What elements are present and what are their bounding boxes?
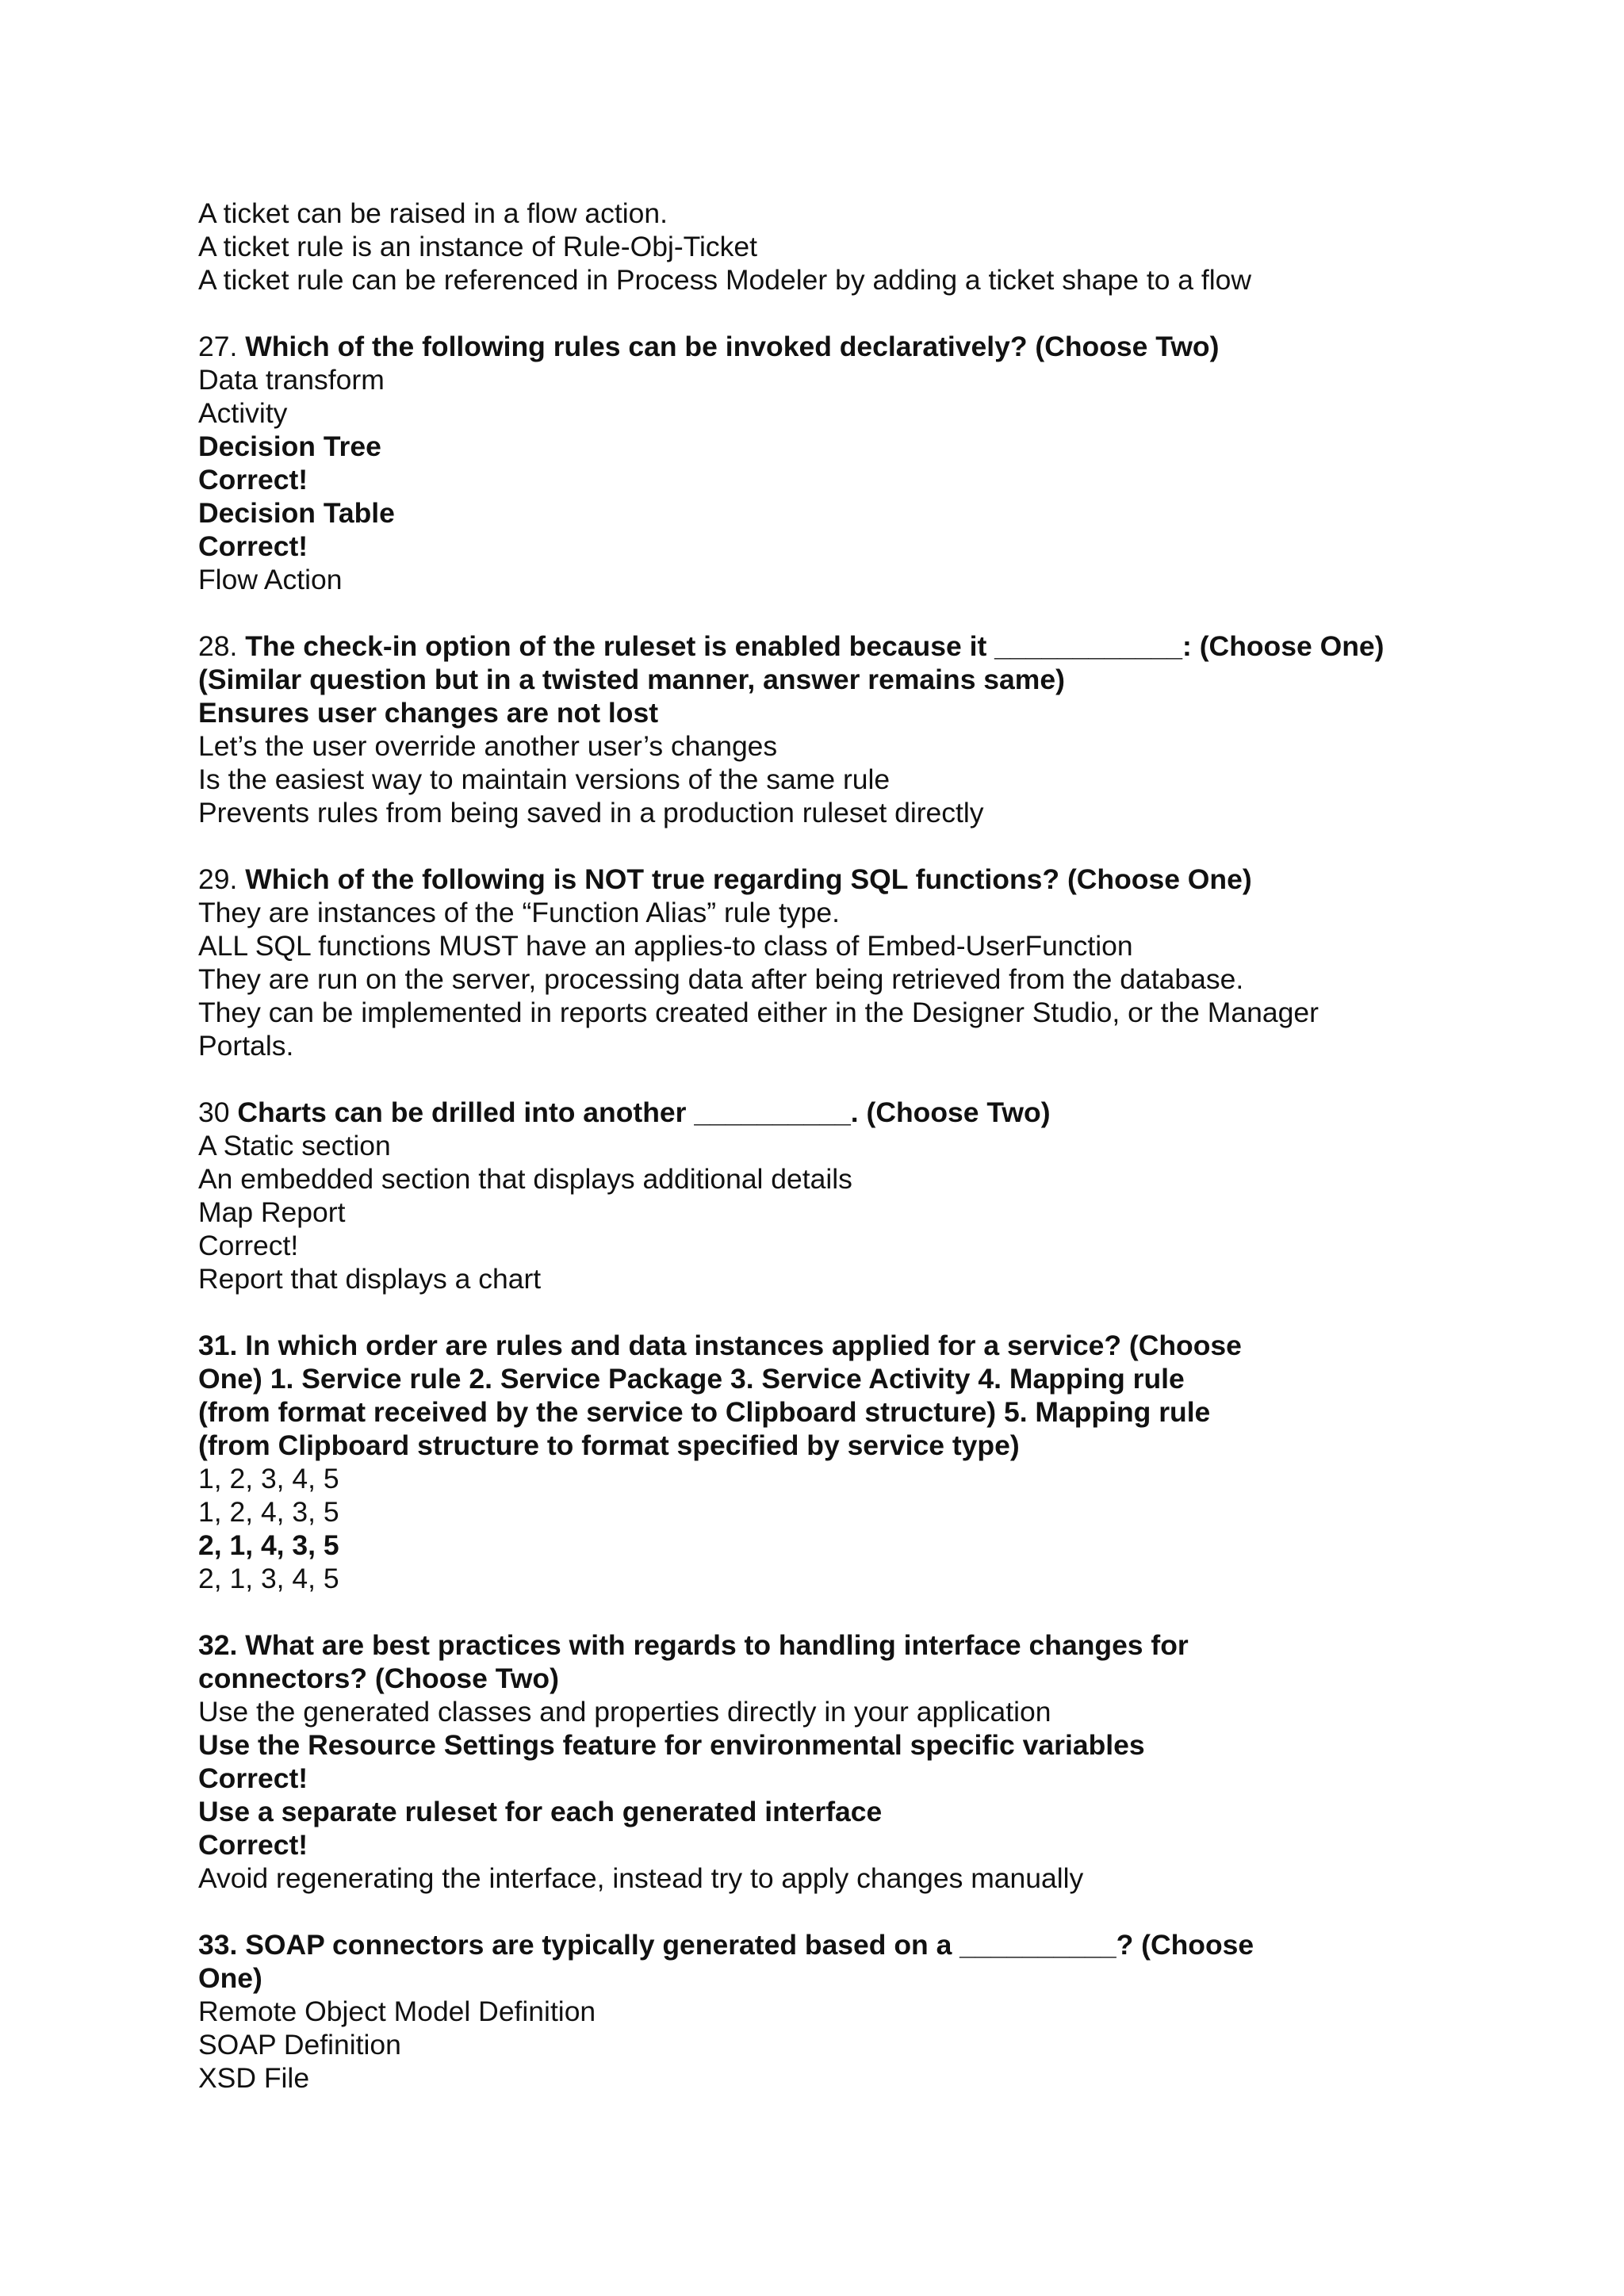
question-number: 29. (198, 863, 238, 895)
question-subtext: (Similar question but in a twisted manner, answer remains same) (198, 664, 1065, 695)
intro-line: A ticket can be raised in a flow action. (198, 197, 668, 229)
question-title-line: (from format received by the service to Clipboard structure) 5. Mapping rule (198, 1396, 1211, 1428)
question-title (198, 1096, 1435, 1129)
option: ALL SQL functions MUST have an applies-to class of Embed-UserFunction (198, 930, 1133, 962)
option: Activity (198, 397, 288, 429)
document-page (198, 197, 1435, 2128)
question-title (198, 330, 1435, 363)
question-title-line: 31. In which order are rules and data instances applied for a service? (Choose (198, 1330, 1242, 1361)
option: Use the generated classes and properties directly in your application (198, 1696, 1051, 1728)
question-title-line: 33. SOAP connectors are typically generated based on a __________? (Choose (198, 1929, 1254, 1961)
question-number: 28. (198, 630, 238, 662)
intro-line: A ticket rule can be referenced in Process Modeler by adding a ticket shape to a flow (198, 264, 1252, 296)
option: Prevents rules from being saved in a production ruleset directly (198, 797, 984, 828)
intro-line: A ticket rule is an instance of Rule-Obj-Ticket (198, 231, 758, 262)
question-text: Which of the following is NOT true regarding SQL functions? (Choose One) (245, 863, 1252, 895)
question-27 (198, 330, 1435, 596)
question-title-line: (from Clipboard structure to format specified by service type) (198, 1429, 1020, 1461)
question-31 (198, 1329, 1435, 1595)
option: They are instances of the “Function Alias” rule type. (198, 897, 841, 928)
option: Map Report (198, 1196, 346, 1228)
option: 1, 2, 4, 3, 5 (198, 1496, 339, 1528)
option-correct: 2, 1, 4, 3, 5 (198, 1529, 339, 1561)
option: Avoid regenerating the interface, instead try to apply changes manually (198, 1862, 1084, 1894)
option: 1, 2, 3, 4, 5 (198, 1463, 339, 1494)
correct-marker: Correct! (198, 1230, 299, 1261)
question-33 (198, 1928, 1435, 2095)
question-title-line: 32. What are best practices with regards to handling interface changes for (198, 1629, 1189, 1661)
option: Is the easiest way to maintain versions of the same rule (198, 763, 891, 795)
option: Remote Object Model Definition (198, 1996, 596, 2027)
option: SOAP Definition (198, 2029, 401, 2061)
option: Let’s the user override another user’s changes (198, 730, 778, 762)
question-number: 30 (198, 1096, 230, 1128)
option: Portals. (198, 1030, 294, 1062)
correct-marker: Correct! (198, 464, 308, 496)
option: A Static section (198, 1130, 391, 1161)
option-correct: Use the Resource Settings feature for environmental specific variables (198, 1729, 1145, 1761)
correct-marker: Correct! (198, 1762, 308, 1794)
option-correct: Decision Tree (198, 430, 381, 462)
option: 2, 1, 3, 4, 5 (198, 1563, 339, 1594)
question-text: Charts can be drilled into another __________. (Choose Two) (237, 1096, 1051, 1128)
question-text: The check-in option of the ruleset is enabled because it ____________: (Choose One) (245, 630, 1385, 662)
question-text: Which of the following rules can be invoked declaratively? (Choose Two) (245, 331, 1220, 362)
option: Report that displays a chart (198, 1263, 542, 1295)
question-30 (198, 1096, 1435, 1295)
question-29 (198, 863, 1435, 1062)
question-title-line: One) (198, 1962, 262, 1994)
option: XSD File (198, 2062, 310, 2094)
option: An embedded section that displays additional details (198, 1163, 852, 1195)
question-28 (198, 629, 1435, 829)
option-correct: Ensures user changes are not lost (198, 697, 659, 729)
option-correct: Use a separate ruleset for each generated interface (198, 1796, 883, 1827)
question-title-line: One) 1. Service rule 2. Service Package 3. Service Activity 4. Mapping rule (198, 1363, 1185, 1395)
option: Flow Action (198, 564, 343, 595)
question-title (198, 629, 1435, 663)
question-title-line: connectors? (Choose Two) (198, 1663, 559, 1694)
question-32 (198, 1628, 1435, 1895)
option: Data transform (198, 364, 385, 396)
intro-block (198, 197, 1435, 297)
question-title (198, 863, 1435, 896)
option-correct: Decision Table (198, 497, 395, 529)
question-number: 27. (198, 331, 238, 362)
option: They can be implemented in reports created either in the Designer Studio, or the Manager (198, 997, 1319, 1028)
correct-marker: Correct! (198, 1829, 308, 1861)
correct-marker: Correct! (198, 530, 308, 562)
option: They are run on the server, processing data after being retrieved from the database. (198, 963, 1244, 995)
